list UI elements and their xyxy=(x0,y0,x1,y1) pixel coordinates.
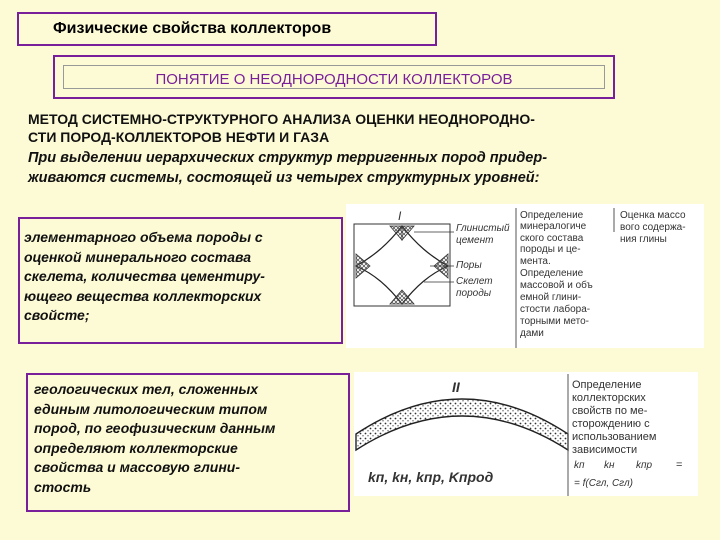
level1-line: элементарного объема породы с xyxy=(24,229,263,245)
heading-line-1: МЕТОД СИСТЕМНО-СТРУКТУРНОГО АНАЛИЗА ОЦЕНКИ НЕОДНОРОДНО- xyxy=(28,111,535,127)
svg-text:Определение: Определение xyxy=(520,210,584,221)
svg-text:породы и це-: породы и це- xyxy=(520,244,581,255)
level1-line: ющего вещества коллекторских xyxy=(24,287,262,304)
svg-text:массовой и объ: массовой и объ xyxy=(520,280,593,291)
label-skeleton-2: породы xyxy=(456,288,492,299)
level2-line: определяют коллекторские xyxy=(34,439,238,456)
svg-text:kн: kн xyxy=(604,460,615,471)
svg-text:свойств по ме-: свойств по ме- xyxy=(572,405,648,417)
level2-roman: II xyxy=(452,379,460,395)
level2-equation xyxy=(574,459,682,489)
label-clay-cement-2: цемент xyxy=(456,235,494,246)
level1-line: оценкой минерального состава xyxy=(24,248,252,265)
level2-diagram-panel xyxy=(354,372,698,496)
svg-text:торными мето-: торными мето- xyxy=(520,316,590,327)
level2-line: геологических тел, сложенных xyxy=(34,381,259,397)
svg-text:дами: дами xyxy=(520,328,544,339)
level2-desc xyxy=(572,379,656,456)
heading-line-2: СТИ ПОРОД-КОЛЛЕКТОРОВ НЕФТИ И ГАЗА xyxy=(28,129,330,145)
svg-text:kп: kп xyxy=(574,460,585,471)
svg-text:использованием: использованием xyxy=(572,431,657,443)
label-clay-cement-1: Глинистый xyxy=(456,223,510,234)
level1-textbox xyxy=(18,217,343,344)
level2-line: стость xyxy=(34,478,92,495)
level1-diagram-panel xyxy=(346,204,704,348)
level2-textbox xyxy=(26,373,350,512)
geobody-layer-figure xyxy=(356,399,568,450)
subtitle: ПОНЯТИЕ О НЕОДНОРОДНОСТИ КОЛЛЕКТОРОВ xyxy=(63,65,605,89)
svg-text:мента.: мента. xyxy=(520,256,551,267)
level2-line: пород, по геофизическим данным xyxy=(34,420,276,436)
level1-line: свойсте; xyxy=(24,307,90,323)
svg-text:сторождению с: сторождению с xyxy=(572,418,650,430)
level2-line: свойства и массовую глини- xyxy=(34,459,240,475)
svg-text:Оценка массо: Оценка массо xyxy=(620,210,686,221)
level2-formula: kп, kн, kпр, Kпрод xyxy=(368,469,494,485)
level1-line: скелета, количества цементиру- xyxy=(24,268,265,284)
label-skeleton-1: Скелет xyxy=(456,276,493,287)
svg-text:стости лабора-: стости лабора- xyxy=(520,304,591,315)
level1-roman: I xyxy=(398,209,402,223)
svg-text:Определение: Определение xyxy=(520,268,584,279)
svg-text:Определение: Определение xyxy=(572,379,642,391)
label-pores: Поры xyxy=(456,260,482,271)
svg-text:минералогиче: минералогиче xyxy=(520,221,587,232)
level2-diagram xyxy=(354,372,698,496)
svg-text:=: = xyxy=(676,459,683,471)
intro-line-1: При выделении иерархических структур терригенных пород придер- xyxy=(28,150,548,166)
svg-text:коллекторских: коллекторских xyxy=(572,392,646,404)
grain-cell-figure xyxy=(354,224,454,306)
level1-col1 xyxy=(520,210,593,339)
svg-text:зависимости: зависимости xyxy=(572,444,638,456)
svg-text:емной глини-: емной глини- xyxy=(520,292,582,303)
level1-diagram xyxy=(346,204,704,348)
svg-text:вого содержа-: вого содержа- xyxy=(620,222,686,233)
slide-title: Физические свойства коллекторов xyxy=(17,12,437,46)
intro-line-2: живаются системы, состоящей из четырех структурных уровней: xyxy=(28,170,540,186)
subtitle-frame xyxy=(53,55,615,99)
svg-text:kпр: kпр xyxy=(636,460,653,471)
level1-col2 xyxy=(620,210,686,245)
svg-text:ния глины: ния глины xyxy=(620,234,667,245)
level2-line: единым литологическим типом xyxy=(34,400,268,417)
svg-text:= f(Cгл, Cгл): = f(Cгл, Cгл) xyxy=(574,478,633,489)
svg-text:ского состава: ского состава xyxy=(520,233,584,244)
